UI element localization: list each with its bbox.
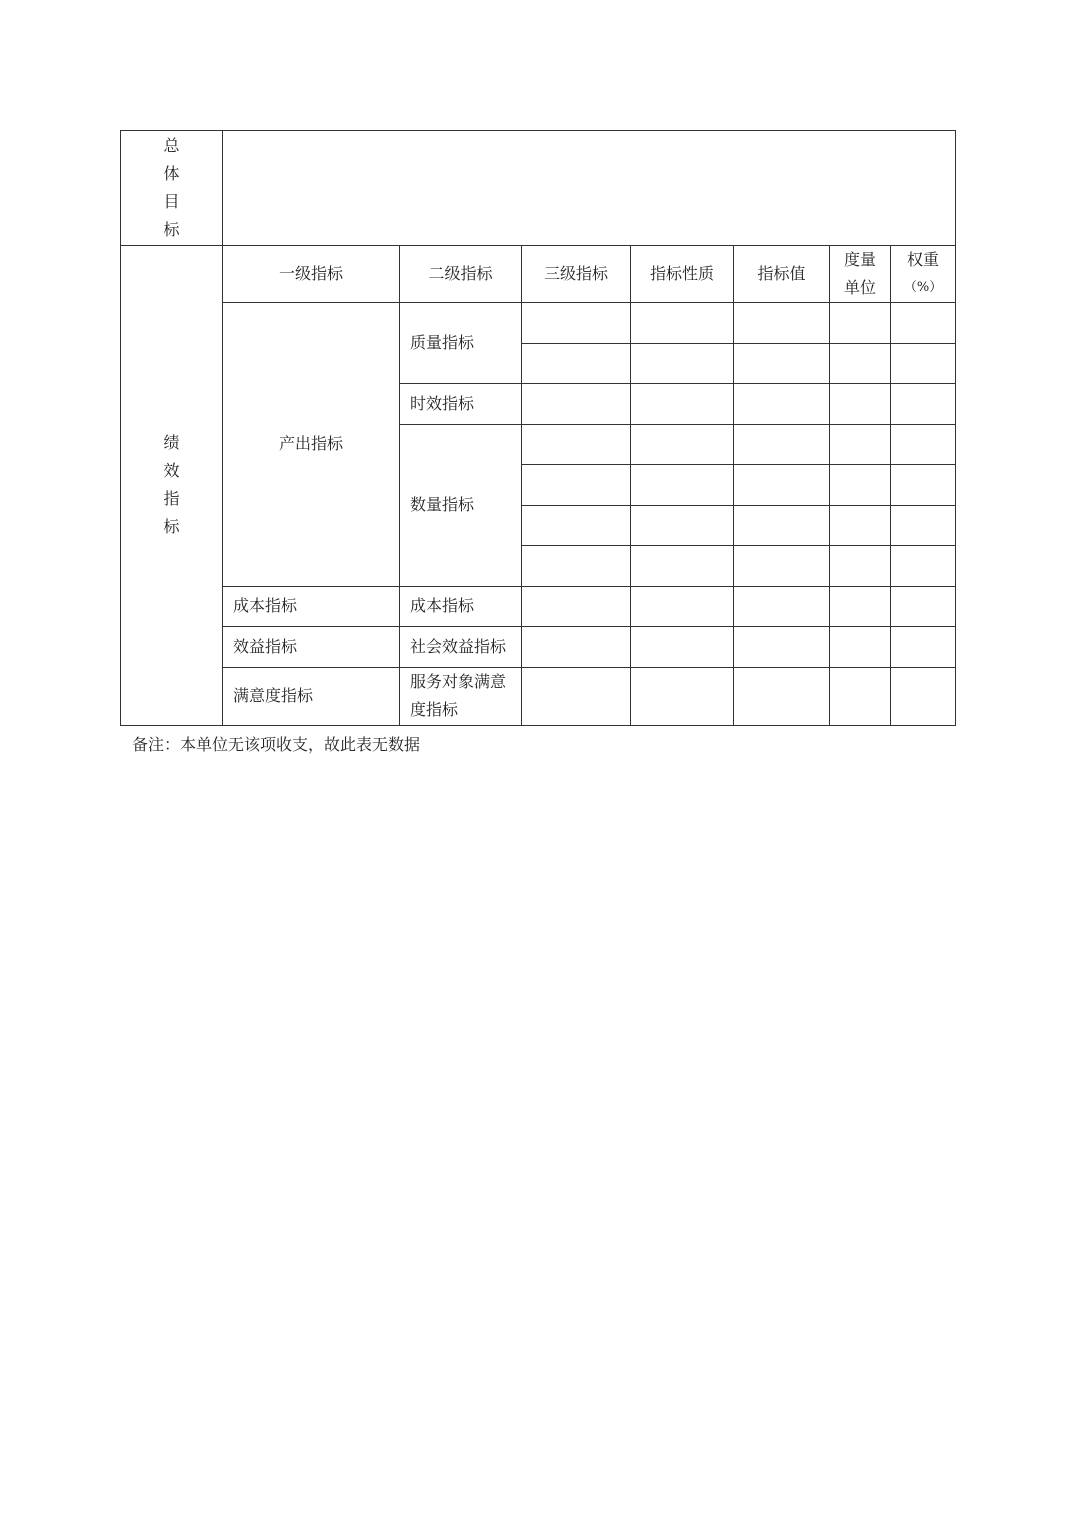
- cell: [734, 586, 830, 627]
- cell: [891, 343, 956, 384]
- cell: [830, 424, 891, 465]
- table-row: [121, 627, 956, 668]
- cell: [734, 303, 830, 344]
- cell: [631, 303, 734, 344]
- header-nature: 指标性质: [631, 246, 734, 303]
- cell: [891, 384, 956, 425]
- cell: [891, 505, 956, 546]
- cell: [522, 343, 631, 384]
- table-row: [121, 303, 956, 344]
- service-satisfaction-indicator-label: 服务对象满意度指标: [400, 667, 522, 725]
- cell: [830, 505, 891, 546]
- cell: [891, 303, 956, 344]
- cell: [522, 546, 631, 587]
- social-benefit-indicator-label: 社会效益指标: [400, 627, 522, 668]
- cell: [631, 586, 734, 627]
- cell: [522, 505, 631, 546]
- header-weight: 权重 （%）: [891, 246, 956, 303]
- cell: [734, 343, 830, 384]
- cell: [522, 586, 631, 627]
- table-row: [121, 667, 956, 725]
- cell: [631, 505, 734, 546]
- cell: [891, 465, 956, 506]
- quality-indicator-label: 质量指标: [400, 303, 522, 384]
- cell: [830, 303, 891, 344]
- cell: [830, 627, 891, 668]
- overall-goal-label: 总 体 目 标: [121, 131, 223, 246]
- header-level3: 三级指标: [522, 246, 631, 303]
- quantity-indicator-label: 数量指标: [400, 424, 522, 586]
- cell: [891, 586, 956, 627]
- header-unit: 度量 单位: [830, 246, 891, 303]
- cell: [734, 627, 830, 668]
- cell: [522, 303, 631, 344]
- performance-indicator-label: 绩 效 指 标: [121, 246, 223, 726]
- overall-goal-content: [223, 131, 956, 246]
- cell: [631, 546, 734, 587]
- benefit-indicator-label: 效益指标: [223, 627, 400, 668]
- cell: [891, 546, 956, 587]
- header-level2: 二级指标: [400, 246, 522, 303]
- cell: [734, 667, 830, 725]
- cell: [631, 627, 734, 668]
- table-row: [121, 586, 956, 627]
- cell: [830, 465, 891, 506]
- cell: [830, 384, 891, 425]
- cell: [734, 424, 830, 465]
- cell: [734, 465, 830, 506]
- timeliness-indicator-label: 时效指标: [400, 384, 522, 425]
- cell: [830, 667, 891, 725]
- cell: [631, 424, 734, 465]
- cell: [734, 546, 830, 587]
- cell: [522, 667, 631, 725]
- cell: [522, 627, 631, 668]
- overall-goal-row: [121, 131, 956, 246]
- cell: [522, 384, 631, 425]
- cell: [891, 424, 956, 465]
- cell: [830, 546, 891, 587]
- satisfaction-indicator-label: 满意度指标: [223, 667, 400, 725]
- cell: [631, 667, 734, 725]
- cell: [631, 465, 734, 506]
- cell: [891, 627, 956, 668]
- cost-indicator-label: 成本指标: [223, 586, 400, 627]
- cell: [631, 343, 734, 384]
- header-row: [121, 246, 956, 303]
- header-value: 指标值: [734, 246, 830, 303]
- cell: [830, 343, 891, 384]
- cell: [522, 424, 631, 465]
- cell: [734, 505, 830, 546]
- cell: [891, 667, 956, 725]
- cell: [734, 384, 830, 425]
- cell: [830, 586, 891, 627]
- cell: [522, 465, 631, 506]
- cost-sub-indicator-label: 成本指标: [400, 586, 522, 627]
- footnote: 备注：本单位无该项收支，故此表无数据: [132, 735, 421, 754]
- output-indicator-label: 产出指标: [223, 303, 400, 587]
- cell: [631, 384, 734, 425]
- header-level1: 一级指标: [223, 246, 400, 303]
- performance-goal-table: [120, 130, 956, 726]
